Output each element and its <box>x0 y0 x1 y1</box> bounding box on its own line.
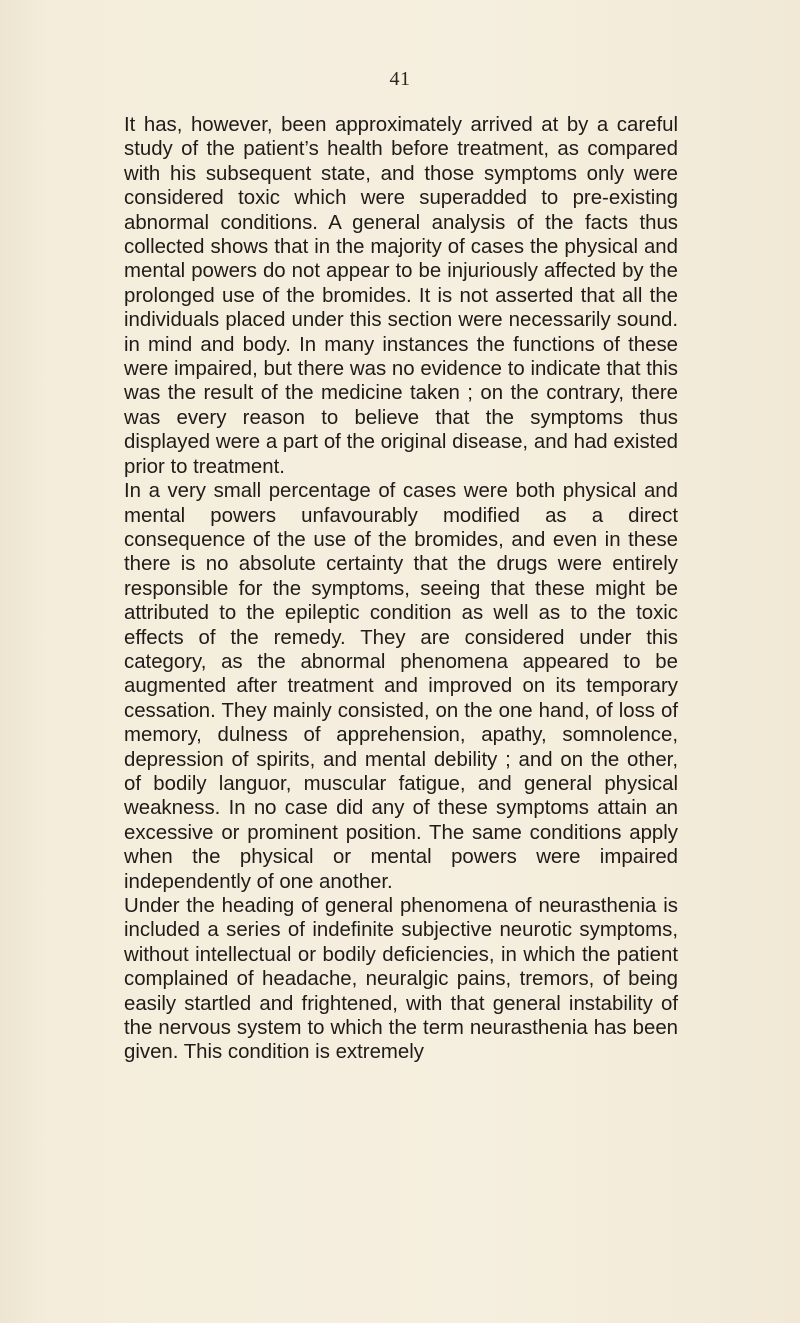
body-text <box>124 113 678 1065</box>
paragraph: Under the heading of general phenomena of neurasthenia is included a series of indefinite subjective neurotic symptoms, without intellectual or bodily deficiencies, in which the patient complained of headache, neuralgic pains, tremors, of being easily startled and frightened, with that general instability of the nervous system to which the term neurasthenia has been given. This condition is extremely <box>124 895 678 1064</box>
paragraph: It has, however, been approximately arrived at by a careful study of the patient’s health before treatment, as compared with his subsequent state, and those symptoms only were considered toxic which were superadded to pre-existing abnormal conditions. A general analysis of the facts thus collected shows that in the majority of cases the physical and mental powers do not appear to be injuriously affected by the prolonged use of the bromides. It is not asserted that all the individuals placed under this section were necessarily sound. in mind and body. In many instances the functions of these were impaired, but there was no evidence to indicate that this was the result of the medicine taken ; on the contrary, there was every reason to believe that the symptoms thus displayed were a part of the original disease, and had existed prior to treatment. <box>124 114 678 478</box>
paragraph: In a very small percentage of cases were both physical and mental powers unfavourably modified as a direct consequence of the use of the bromides, and even in these there is no absolute certainty that the drugs were entirely responsible for the symptoms, seeing that these might be attributed to the epileptic condition as well as to the toxic effects of the remedy. They are considered under this category, as the abnormal phenomena appeared to be augmented after treatment and improved on its temporary cessation. They mainly consisted, on the one hand, of loss of memory, dulness of apprehension, apathy, somnolence, depression of spirits, and mental debility ; and on the other, of bodily languor, muscular fatigue, and general physical weakness. In no case did any of these symptoms attain an excessive or prominent position. The same conditions apply when the physical or mental powers were impaired independently of one another. <box>124 480 678 893</box>
page-number: 41 <box>389 68 411 90</box>
